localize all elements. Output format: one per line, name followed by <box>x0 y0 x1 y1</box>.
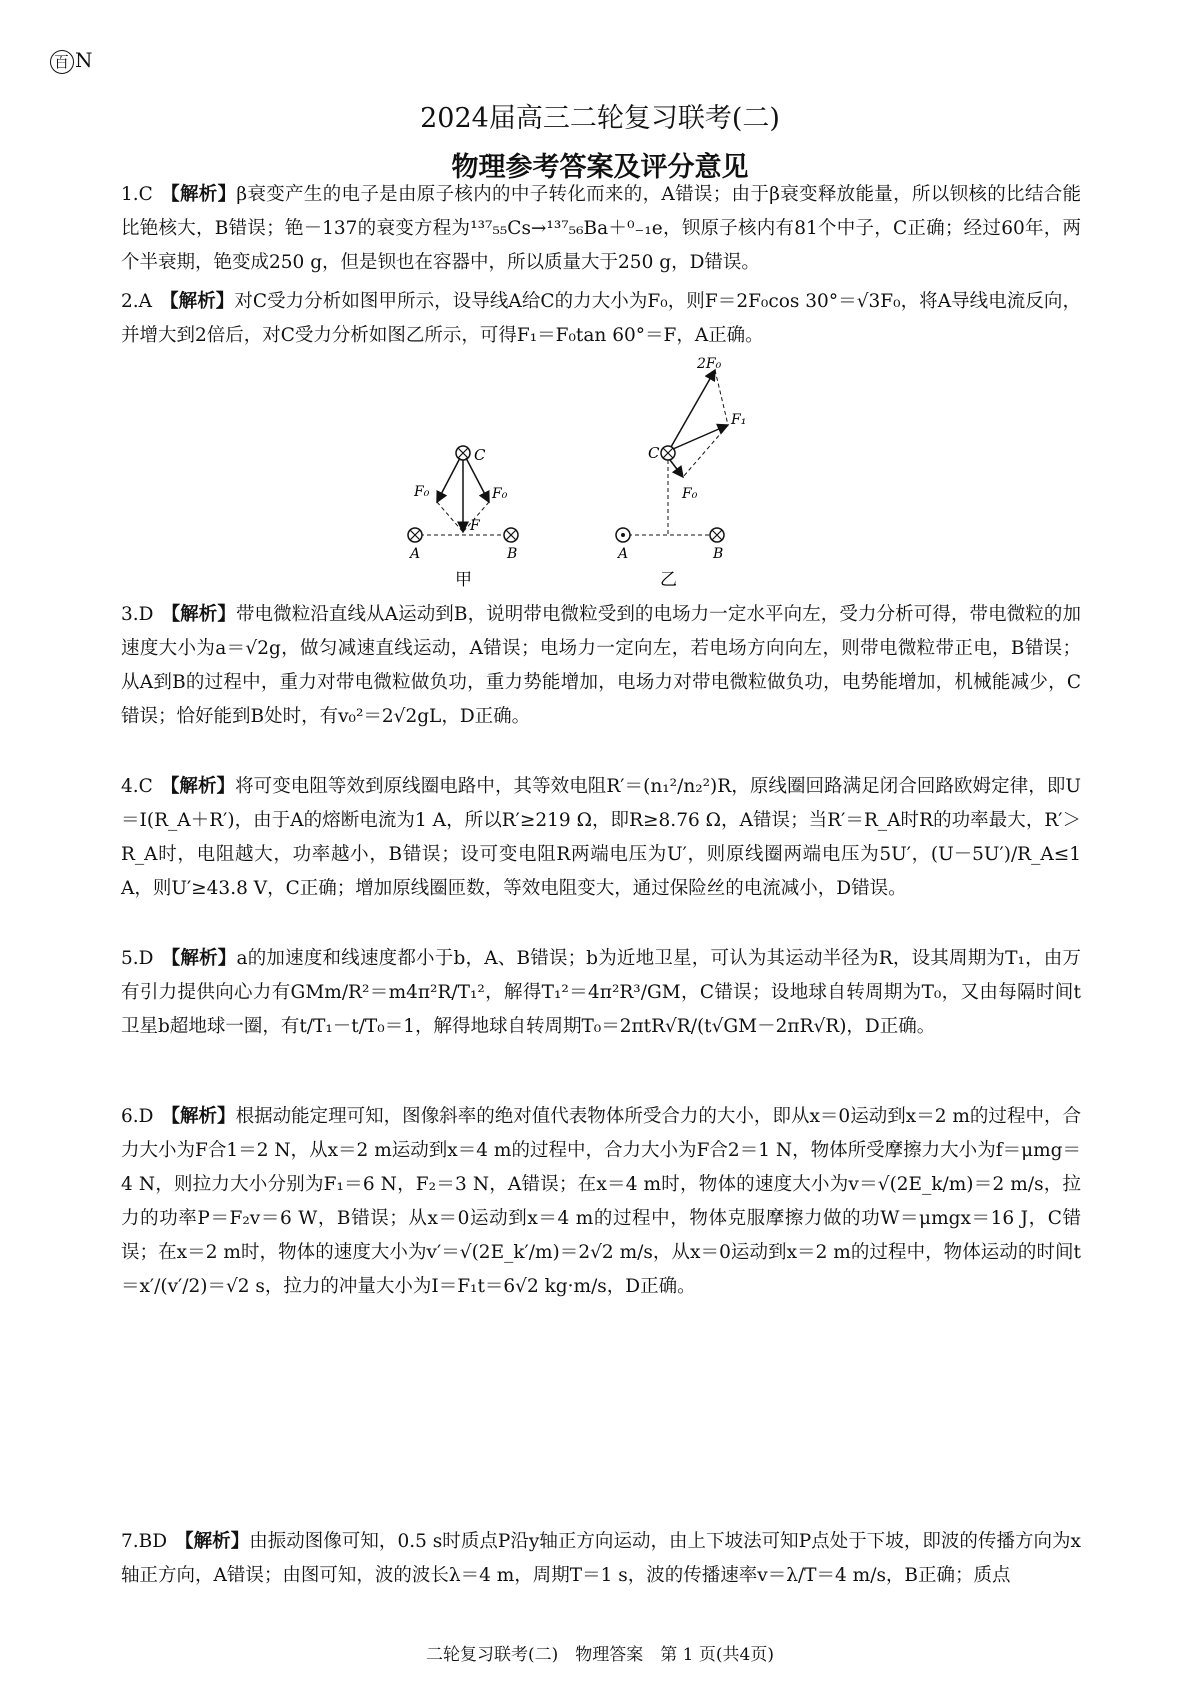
label-f0-left-b: F₀ <box>492 486 508 502</box>
answer-7: 7.BD 【解析】由振动图像可知，0.5 s时质点P沿y轴正方向运动，由上下坡法可知P点处于下坡，即波的传播方向为x轴正方向，A错误；由图可知，波的波长λ＝4 m，周期T＝1 s，波的传播速率v＝λ/T＝4 m/s，B正确；质点 <box>121 1531 1081 1586</box>
logo-mark-icon: 百 <box>50 50 74 74</box>
label-a-left: A <box>410 546 421 562</box>
page-footer: 二轮复习联考(二) 物理答案 第 1 页(共4页) <box>426 1645 774 1665</box>
page-title: 2024届高三二轮复习联考(二) <box>420 103 780 134</box>
label-f0-right: F₀ <box>682 486 698 502</box>
label-c-left: C <box>474 446 486 464</box>
answer-6: 6.D 【解析】根据动能定理可知，图像斜率的绝对值代表物体所受合力的大小，即从x＝0运动到x＝2 m的过程中，合力大小为F合1＝2 N，从x＝2 m运动到x＝4 m的过程中，合力大小为F合2＝1 N，物体所受摩擦力大小为f＝μmg＝4 N，则拉力大小分别为F₁＝6 N，F₂＝3 N，A错误；在x＝4 m时，物体的速度大小为v＝√(2E_k/m)＝2 m/s，拉力的功率P＝F₂v＝6 W，B错误；从x＝0运动到x＝4 m的过程中，物体克服摩擦力做的功W＝μmgx＝16 J，C错误；在x＝2 m时，物体的速度大小为v′＝√(2E_k′/m)＝2√2 m/s，从x＝0运动到x＝2 m的过程中，物体运动的时间t＝x′/(v′/2)＝√2 s，拉力的冲量大小为I＝F₁t＝6√2 kg·m/s，D正确。 <box>121 1106 1081 1297</box>
answer-3-text: 带电微粒沿直线从A运动到B，说明带电微粒受到的电场力一定水平向左，受力分析可得，带电微粒的加速度大小为a＝√2g，做匀减速直线运动，A错误；电场力一定向左，若电场方向向左，则带电微粒带正电，B错误；从A到B的过程中，重力对带电微粒做负功，重力势能增加，电场力对带电微粒做负功，电势能增加，机械能减少，C错误；恰好能到B处时，有v₀²＝2√2gL，D正确。 <box>121 604 1081 727</box>
diagram-yi <box>616 356 746 590</box>
answer-2: 2.A 【解析】对C受力分析如图甲所示，设导线A给C的力大小为F₀，则F＝2F₀cos 30°＝√3F₀，将A导线电流反向，并增大到2倍后，对C受力分析如图乙所示，可得F₁＝F₀tan 60°＝F，A正确。 <box>121 291 1081 346</box>
label-f0-left-a: F₀ <box>414 484 430 500</box>
logo: 百 N <box>50 48 94 74</box>
answer-1-text: β衰变产生的电子是由原子核内的中子转化而来的，A错误；由于β衰变释放能量，所以钡核的比结合能比铯核大，B错误；铯－137的衰变方程为¹³⁷₅₅Cs→¹³⁷₅₆Ba＋⁰₋₁e，钡原子核内有81个中子，C正确；经过60年，两个半衰期，铯变成250 g，但是钡也在容器中，所以质量大于250 g，D错误。 <box>121 184 1081 273</box>
caption-yi: 乙 <box>660 570 677 590</box>
answer-6-text: 根据动能定理可知，图像斜率的绝对值代表物体所受合力的大小，即从x＝0运动到x＝2 m的过程中，合力大小为F合1＝2 N，从x＝2 m运动到x＝4 m的过程中，合力大小为F合2＝1 N，物体所受摩擦力大小为f＝μmg＝4 N，则拉力大小分别为F₁＝6 N，F₂＝3 N，A错误；在x＝4 m时，物体的速度大小为v＝√(2E_k/m)＝2 m/s，拉力的功率P＝F₂v＝6 W，B错误；从x＝0运动到x＝4 m的过程中，物体克服摩擦力做的功W＝μmgx＝16 J，C错误；在x＝2 m时，物体的速度大小为v′＝√(2E_k′/m)＝2√2 m/s，从x＝0运动到x＝2 m的过程中，物体运动的时间t＝x′/(v′/2)＝√2 s，拉力的冲量大小为I＝F₁t＝6√2 kg·m/s，D正确。 <box>121 1106 1081 1297</box>
answer-1: 1.C 【解析】β衰变产生的电子是由原子核内的中子转化而来的，A错误；由于β衰变释放能量，所以钡核的比结合能比铯核大，B错误；铯－137的衰变方程为¹³⁷₅₅Cs→¹³⁷₅₆Ba＋⁰₋₁e，钡原子核内有81个中子，C正确；经过60年，两个半衰期，铯变成250 g，但是钡也在容器中，所以质量大于250 g，D错误。 <box>121 184 1081 273</box>
label-c-right: C <box>648 444 660 462</box>
answer-7-text: 由振动图像可知，0.5 s时质点P沿y轴正方向运动，由上下坡法可知P点处于下坡，即波的传播方向为x轴正方向，A错误；由图可知，波的波长λ＝4 m，周期T＝1 s，波的传播速率v＝λ/T＝4 m/s，B正确；质点 <box>121 1531 1081 1586</box>
label-a-right: A <box>618 546 629 562</box>
answer-4-text: 将可变电阻等效到原线圈电路中，其等效电阻R′＝(n₁²/n₂²)R，原线圈回路满足闭合回路欧姆定律，即U＝I(R_A＋R′)，由于A的熔断电流为1 A，所以R′≥219 Ω，即R≥8.76 Ω，A错误；当R′＝R_A时R的功率最大，R′＞R_A时，电阻越大，功率越小，B错误；设可变电阻R两端电压为U′，则原线圈两端电压为5U′，(U－5U′)/R_A≤1 A，则U′≥43.8 V，C正确；增加原线圈匝数，等效电阻变大，通过保险丝的电流减小，D错误。 <box>121 776 1081 899</box>
label-f: F <box>470 518 480 534</box>
answer-4: 4.C 【解析】将可变电阻等效到原线圈电路中，其等效电阻R′＝(n₁²/n₂²)R，原线圈回路满足闭合回路欧姆定律，即U＝I(R_A＋R′)，由于A的熔断电流为1 A，所以R′≥219 Ω，即R≥8.76 Ω，A错误；当R′＝R_A时R的功率最大，R′＞R_A时，电阻越大，功率越小，B错误；设可变电阻R两端电压为U′，则原线圈两端电压为5U′，(U－5U′)/R_A≤1 A，则U′≥43.8 V，C正确；增加原线圈匝数，等效电阻变大，通过保险丝的电流减小，D错误。 <box>121 776 1081 899</box>
answer-5-text: a的加速度和线速度都小于b，A、B错误；b为近地卫星，可认为其运动半径为R，设其周期为T₁，由万有引力提供向心力有GMm/R²＝m4π²R/T₁²，解得T₁²＝4π²R³/GM，C错误；设地球自转周期为T₀，又由每隔时间t卫星b超地球一圈，有t/T₁－t/T₀＝1，解得地球自转周期T₀＝2πtR√R/(t√GM－2πR√R)，D正确。 <box>121 948 1081 1037</box>
answer-3: 3.D 【解析】带电微粒沿直线从A运动到B，说明带电微粒受到的电场力一定水平向左，受力分析可得，带电微粒的加速度大小为a＝√2g，做匀减速直线运动，A错误；电场力一定向左，若电场方向向左，则带电微粒带正电，B错误；从A到B的过程中，重力对带电微粒做负功，重力势能增加，电场力对带电微粒做负功，电势能增加，机械能减少，C错误；恰好能到B处时，有v₀²＝2√2gL，D正确。 <box>121 604 1081 727</box>
answer-5: 5.D 【解析】a的加速度和线速度都小于b，A、B错误；b为近地卫星，可认为其运动半径为R，设其周期为T₁，由万有引力提供向心力有GMm/R²＝m4π²R/T₁²，解得T₁²＝4π²R³/GM，C错误；设地球自转周期为T₀，又由每隔时间t卫星b超地球一圈，有t/T₁－t/T₀＝1，解得地球自转周期T₀＝2πtR√R/(t√GM－2πR√R)，D正确。 <box>121 948 1081 1037</box>
label-b-left: B <box>507 546 518 562</box>
diagram-jia <box>408 446 518 590</box>
answer-2-text: 对C受力分析如图甲所示，设导线A给C的力大小为F₀，则F＝2F₀cos 30°＝√3F₀，将A导线电流反向，并增大到2倍后，对C受力分析如图乙所示，可得F₁＝F₀tan 60°＝F，A正确。 <box>121 291 1081 346</box>
caption-jia: 甲 <box>455 570 472 590</box>
label-2f0: 2F₀ <box>697 356 722 372</box>
label-f1: F₁ <box>731 412 747 428</box>
label-b-right: B <box>713 546 724 562</box>
force-diagram <box>390 350 810 600</box>
page-subtitle: 物理参考答案及评分意见 <box>451 152 749 183</box>
